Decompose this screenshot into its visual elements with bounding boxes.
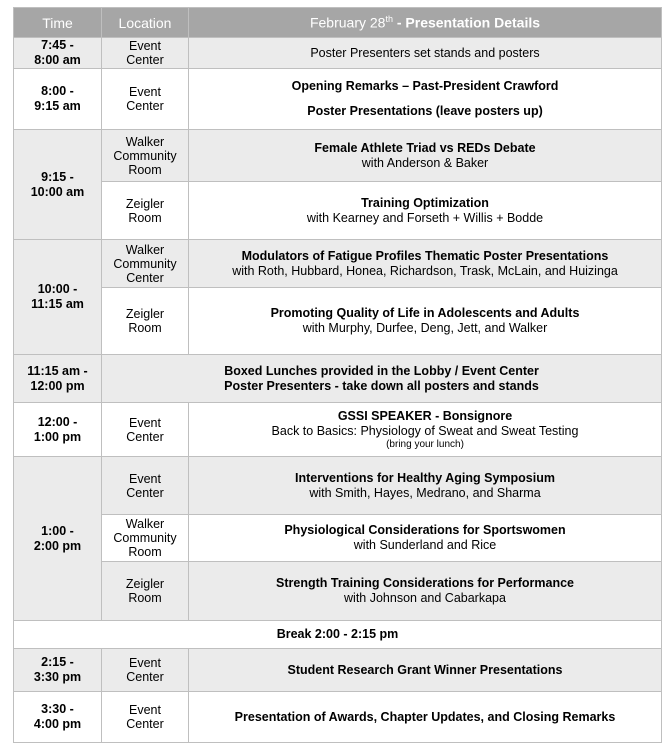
time-cell: 1:00 - 2:00 pm bbox=[14, 457, 102, 621]
session-title: Boxed Lunches provided in the Lobby / Event Center bbox=[224, 363, 539, 378]
details-cell bbox=[189, 69, 662, 130]
session-title: Interventions for Healthy Aging Symposium bbox=[295, 470, 555, 485]
time-cell: 8:00 - 9:15 am bbox=[14, 69, 102, 130]
session-note: (bring your lunch) bbox=[386, 438, 464, 450]
header-details-label: - Presentation Details bbox=[392, 14, 541, 31]
schedule-row bbox=[14, 692, 662, 743]
session-presenters: with Anderson & Baker bbox=[361, 155, 489, 170]
details-cell bbox=[189, 515, 662, 562]
schedule-row bbox=[14, 562, 662, 621]
schedule-row bbox=[14, 182, 662, 240]
session-subtitle: Back to Basics: Physiology of Sweat and Sweat Testing bbox=[271, 423, 579, 438]
details-cell bbox=[189, 130, 662, 182]
details-cell bbox=[14, 621, 662, 649]
session-title: Poster Presentations (leave posters up) bbox=[307, 104, 543, 118]
location-cell: Walker Community Room bbox=[102, 515, 189, 562]
time-cell: 7:45 - 8:00 am bbox=[14, 38, 102, 69]
details-cell bbox=[189, 403, 662, 457]
session-presenters: with Smith, Hayes, Medrano, and Sharma bbox=[309, 485, 541, 500]
schedule-row bbox=[14, 457, 662, 515]
location-cell: Walker Community Room bbox=[102, 130, 189, 182]
header-details bbox=[189, 8, 662, 38]
details-cell bbox=[189, 240, 662, 288]
session-title: Poster Presenters set stands and posters bbox=[310, 45, 540, 60]
schedule-table bbox=[13, 7, 662, 743]
session-title: Presentation of Awards, Chapter Updates, and Closing Remarks bbox=[234, 709, 616, 724]
location-cell: Event Center bbox=[102, 692, 189, 743]
schedule-row bbox=[14, 403, 662, 457]
session-title: GSSI SPEAKER - Bonsignore bbox=[337, 408, 513, 423]
schedule-row bbox=[14, 649, 662, 692]
session-presenters: with Roth, Hubbard, Honea, Richardson, Trask, McLain, and Huizinga bbox=[232, 263, 618, 278]
location-cell: Zeigler Room bbox=[102, 182, 189, 240]
session-title: Poster Presenters - take down all posters and stands bbox=[224, 378, 539, 393]
schedule-row bbox=[14, 38, 662, 69]
location-cell: Event Center bbox=[102, 649, 189, 692]
session-presenters: with Murphy, Durfee, Deng, Jett, and Walker bbox=[302, 321, 548, 335]
location-cell: Walker Community Center bbox=[102, 240, 189, 288]
time-cell: 9:15 - 10:00 am bbox=[14, 130, 102, 240]
location-cell: Event Center bbox=[102, 38, 189, 69]
details-cell bbox=[189, 457, 662, 515]
session-presenters: with Johnson and Cabarkapa bbox=[344, 591, 506, 605]
schedule-row bbox=[14, 355, 662, 403]
session-title: Promoting Quality of Life in Adolescents and Adults bbox=[270, 306, 580, 320]
session-title: Student Research Grant Winner Presentations bbox=[287, 662, 563, 677]
break-label: Break 2:00 - 2:15 pm bbox=[276, 627, 399, 641]
time-cell: 2:15 - 3:30 pm bbox=[14, 649, 102, 692]
location-cell: Event Center bbox=[102, 457, 189, 515]
session-title: Opening Remarks – Past-President Crawford bbox=[291, 79, 559, 93]
schedule-row bbox=[14, 288, 662, 355]
header-date-suffix: th bbox=[385, 14, 393, 25]
session-title: Physiological Considerations for Sportswomen bbox=[284, 523, 566, 537]
details-cell bbox=[189, 38, 662, 69]
header-date: February 28 bbox=[309, 14, 386, 31]
schedule-row bbox=[14, 515, 662, 562]
details-cell bbox=[189, 692, 662, 743]
session-title: Female Athlete Triad vs REDs Debate bbox=[314, 140, 536, 155]
details-cell bbox=[189, 562, 662, 621]
schedule-row bbox=[14, 130, 662, 182]
time-cell: 10:00 - 11:15 am bbox=[14, 240, 102, 355]
schedule-row bbox=[14, 240, 662, 288]
location-cell: Event Center bbox=[102, 69, 189, 130]
details-cell bbox=[102, 355, 662, 403]
header-time: Time bbox=[14, 8, 102, 38]
time-cell: 3:30 - 4:00 pm bbox=[14, 692, 102, 743]
location-cell: Zeigler Room bbox=[102, 288, 189, 355]
header-location: Location bbox=[102, 8, 189, 38]
header-row bbox=[14, 8, 662, 38]
details-cell bbox=[189, 288, 662, 355]
time-cell: 11:15 am - 12:00 pm bbox=[14, 355, 102, 403]
session-presenters: with Sunderland and Rice bbox=[353, 538, 497, 552]
location-cell: Event Center bbox=[102, 403, 189, 457]
schedule-row bbox=[14, 621, 662, 649]
session-title: Strength Training Considerations for Performance bbox=[276, 576, 574, 590]
schedule-row bbox=[14, 69, 662, 130]
session-title: Modulators of Fatigue Profiles Thematic Poster Presentations bbox=[241, 248, 609, 263]
time-cell: 12:00 - 1:00 pm bbox=[14, 403, 102, 457]
details-cell bbox=[189, 649, 662, 692]
session-presenters: with Kearney and Forseth + Willis + Bodde bbox=[306, 210, 544, 225]
details-cell bbox=[189, 182, 662, 240]
location-cell: Zeigler Room bbox=[102, 562, 189, 621]
session-title: Training Optimization bbox=[361, 195, 489, 210]
